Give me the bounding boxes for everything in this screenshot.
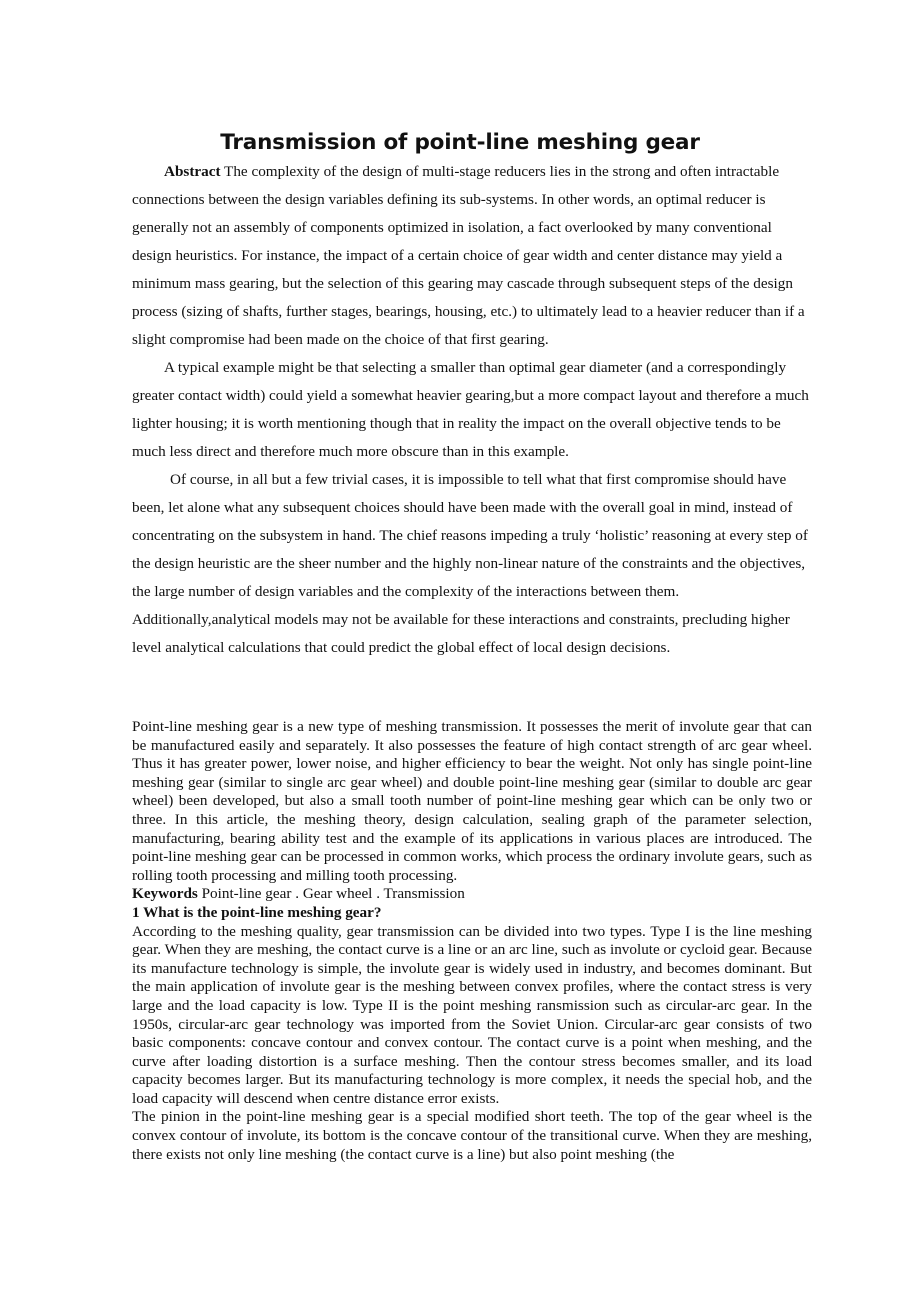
abstract-label: Abstract: [164, 163, 221, 180]
section-1-paragraph-2: The pinion in the point-line meshing gear is a special modified short teeth. The top of the gear wheel is the convex contour of involute, its bottom is the concave contour of the transitional curve. When they are meshing, there exists not only line meshing (the contact curve is a line) but also point meshing (the: [132, 1108, 812, 1163]
keywords-line: [132, 885, 812, 904]
abstract-paragraph-3: Of course, in all but a few trivial cases, it is impossible to tell what that first compromise should have been, let alone what any subsequent choices should have been made with the overall goal in mind, instead of concentrating on the subsystem in hand. The chief reasons impeding a truly ‘holistic’ reasoning at every step of the design heuristic are the sheer number and the highly non-linear nature of the constraints and the objectives, the large number of design variables and the complexity of the interactions between them. Additionally,analytical models may not be available for these interactions and constraints, precluding higher level analytical calculations that could predict the global effect of local design decisions.: [132, 471, 808, 656]
body-section: [132, 718, 812, 1164]
paper-title: Transmission of point-line meshing gear: [220, 130, 700, 155]
abstract-section: [132, 158, 812, 662]
keywords-label: Keywords: [132, 885, 198, 903]
intro-paragraph: Point-line meshing gear is a new type of meshing transmission. It possesses the merit of involute gear that can be manufactured easily and separately. It also possesses the feature of high contact strength of arc gear wheel. Thus it has greater power, lower noise, and higher efficiency to bear the weight. Not only has single point-line meshing gear (similar to single arc gear wheel) and double point-line meshing gear (similar to double arc gear wheel) been developed, but also a small tooth number of point-line meshing gear which can be only two or three. In this article, the meshing theory, design calculation, sealing graph of the parameter selection, manufacturing, bearing ability test and the example of its applications in various places are introduced. The point-line meshing gear can be processed in common works, which process the ordinary involute gears, such as rolling tooth processing and milling tooth processing.: [132, 718, 812, 884]
section-1-paragraph-1: According to the meshing quality, gear transmission can be divided into two types. Type I is the line meshing gear. When they are meshing, the contact curve is a line or an arc line, such as involute or cycloid gear. Because its manufacture technology is simple, the involute gear is widely used in industry, and becomes dominant. But the main application of involute gear is the meshing between convex profiles, where the contact stress is very large and the load capacity is low. Type II is the point meshing ransmission such as circular-arc gear. In the 1950s, circular-arc gear technology was imported from the Soviet Union. Circular-arc gear consists of two basic components: concave contour and convex contour. The contact curve is a point when meshing, and the curve after loading distortion is a surface meshing. Then the contour stress becomes smaller, and its load capacity becomes larger. But its manufacturing technology is more complex, it needs the special hob, and the load capacity will descend when centre distance error exists.: [132, 922, 812, 1107]
abstract-paragraph-2: A typical example might be that selecting a smaller than optimal gear diameter (and a correspondingly greater contact width) could yield a somewhat heavier gearing,but a more compact layout and therefore a much lighter housing; it is worth mentioning though that in reality the impact on the overall objective tends to be much less direct and therefore much more obscure than in this example.: [132, 359, 809, 460]
abstract-text-1: The complexity of the design of multi-stage reducers lies in the strong and often intractable connections between the design variables defining its sub-systems. In other words, an optimal reducer is generally not an assembly of components optimized in isolation, a fact overlooked by many conventional design heuristics. For instance, the impact of a certain choice of gear width and center distance may yield a minimum mass gearing, but the selection of this gearing may cascade through subsequent steps of the design process (sizing of shafts, further stages, bearings, housing, etc.) to ultimately lead to a heavier reducer than if a slight compromise had been made on the choice of that first gearing.: [132, 163, 805, 348]
keywords-text: Point-line gear . Gear wheel . Transmission: [197, 885, 465, 903]
section-1-heading: 1 What is the point-line meshing gear?: [132, 903, 382, 921]
abstract-paragraph-1: [132, 158, 812, 354]
